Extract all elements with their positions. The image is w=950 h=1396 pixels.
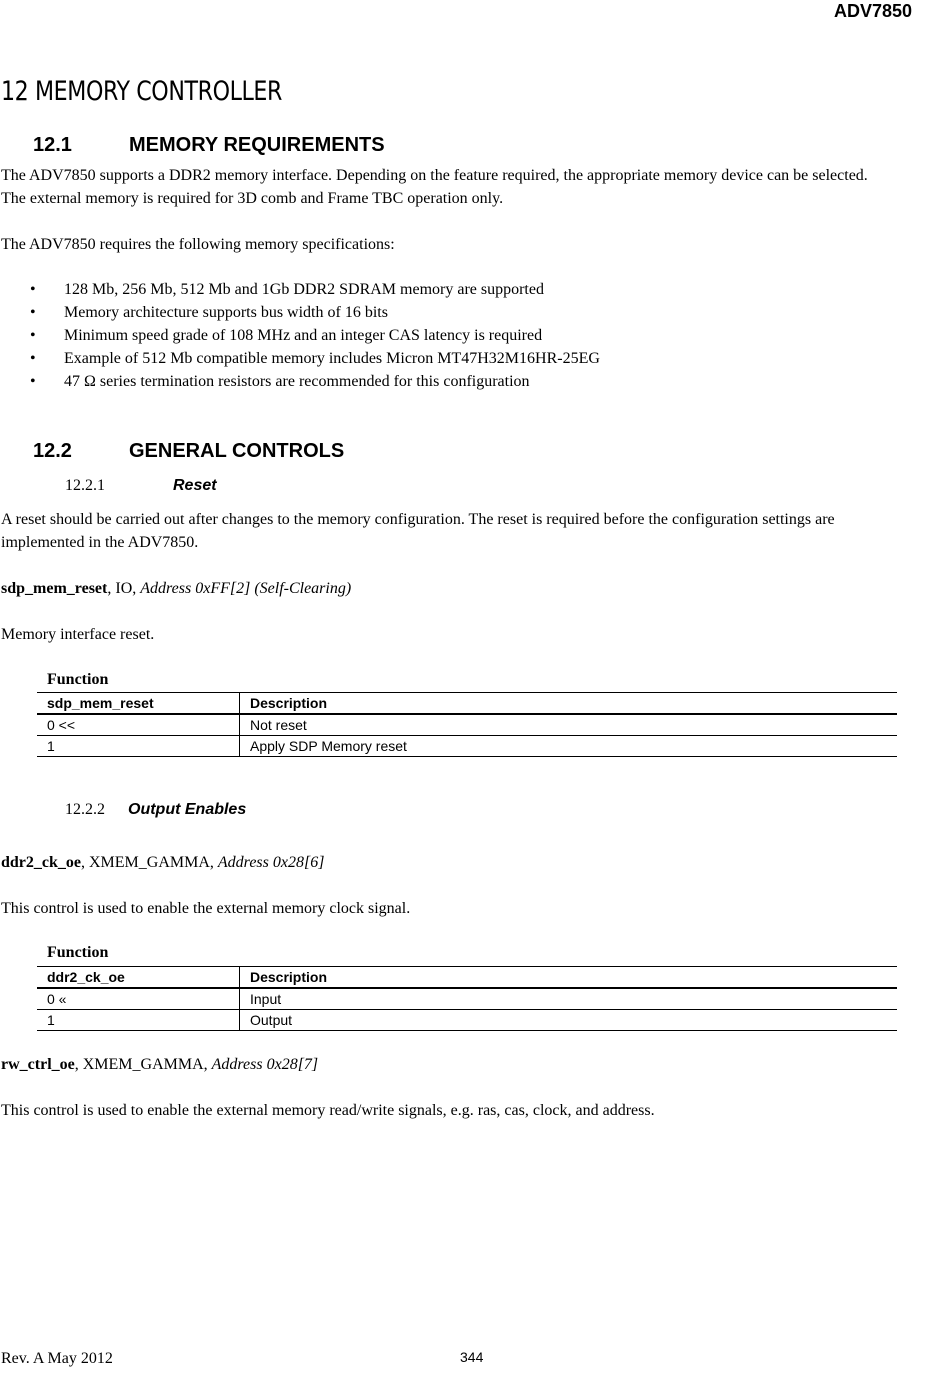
- register-map: , XMEM_GAMMA,: [74, 1056, 212, 1073]
- subsection-12-2-1-number: 12.2.1: [65, 477, 105, 494]
- table-cell: Output: [240, 1010, 898, 1031]
- register-name: rw_ctrl_oe: [1, 1056, 75, 1073]
- memory-requirements-paragraph: [1, 164, 931, 210]
- table-cell: 1: [37, 1010, 240, 1031]
- column-header: ddr2_ck_oe: [37, 967, 240, 989]
- table-cell: Not reset: [240, 714, 898, 736]
- register-description: Memory interface reset.: [1, 626, 155, 643]
- table-row: [37, 1010, 897, 1031]
- paragraph-line: The external memory is required for 3D comb and Frame TBC operation only.: [1, 190, 504, 207]
- subsection-12-2-1-title: Reset: [173, 477, 217, 494]
- sdp-mem-reset-table: [37, 692, 897, 757]
- register-map: , IO,: [107, 580, 141, 597]
- table-caption: Function: [47, 944, 109, 961]
- table-caption: Function: [47, 671, 109, 688]
- column-header: Description: [240, 693, 898, 715]
- table-cell: 0 <<: [37, 714, 240, 736]
- register-sdp-mem-reset: [1, 577, 931, 600]
- subsection-12-2-2-title: Output Enables: [128, 801, 247, 818]
- list-item: • Memory architecture supports bus width of 16 bits: [30, 301, 600, 324]
- list-item: • Example of 512 Mb compatible memory includes Micron MT47H32M16HR-25EG: [30, 347, 600, 370]
- document-part-number: ADV7850: [833, 1, 912, 21]
- table-cell: Input: [240, 988, 898, 1010]
- list-item: • 47 Ω series termination resistors are recommended for this configuration: [30, 370, 600, 393]
- table-header-row: [37, 967, 897, 989]
- column-header: sdp_mem_reset: [37, 693, 240, 715]
- chapter-title: 12 MEMORY CONTROLLER: [1, 76, 282, 107]
- section-12-1-number: 12.1: [33, 134, 72, 156]
- paragraph-line: A reset should be carried out after changes to the memory configuration. The reset is required before the configuration settings are: [1, 511, 835, 528]
- memory-spec-list: [30, 278, 600, 393]
- ddr2-ck-oe-table: [37, 966, 897, 1031]
- reset-paragraph: [1, 508, 931, 554]
- list-item: • 128 Mb, 256 Mb, 512 Mb and 1Gb DDR2 SDRAM memory are supported: [30, 278, 600, 301]
- register-description: This control is used to enable the external memory read/write signals, e.g. ras, cas, clock, and address.: [1, 1102, 655, 1119]
- table-row: [37, 714, 897, 736]
- register-description: This control is used to enable the external memory clock signal.: [1, 900, 411, 917]
- table-cell: Apply SDP Memory reset: [240, 736, 898, 757]
- register-name: ddr2_ck_oe: [1, 854, 81, 871]
- paragraph-line: implemented in the ADV7850.: [1, 534, 199, 551]
- register-rw-ctrl-oe: [1, 1053, 931, 1076]
- table-cell: 1: [37, 736, 240, 757]
- register-map: , XMEM_GAMMA,: [81, 854, 218, 871]
- register-name: sdp_mem_reset: [1, 580, 108, 597]
- register-ddr2-ck-oe: [1, 851, 931, 874]
- register-address: Address 0x28[7]: [211, 1056, 319, 1073]
- section-12-2-number: 12.2: [33, 440, 72, 462]
- table-cell: 0 «: [37, 988, 240, 1010]
- table-row: [37, 988, 897, 1010]
- page-number: 344: [460, 1349, 484, 1365]
- column-header: Description: [240, 967, 898, 989]
- footer-revision: Rev. A May 2012: [1, 1350, 113, 1367]
- section-12-2-title: GENERAL CONTROLS: [129, 440, 345, 462]
- register-address: Address 0x28[6]: [217, 854, 325, 871]
- paragraph-line: The ADV7850 supports a DDR2 memory interface. Depending on the feature required, the appropriate memory device can be selected.: [1, 167, 868, 184]
- list-item: • Minimum speed grade of 108 MHz and an integer CAS latency is required: [30, 324, 600, 347]
- subsection-12-2-2-number: 12.2.2: [65, 801, 105, 818]
- section-12-1-title: MEMORY REQUIREMENTS: [129, 134, 385, 156]
- specifications-intro: The ADV7850 requires the following memory specifications:: [1, 236, 395, 253]
- register-address: Address 0xFF[2] (Self-Clearing): [140, 580, 352, 597]
- table-row: [37, 736, 897, 757]
- table-header-row: [37, 693, 897, 715]
